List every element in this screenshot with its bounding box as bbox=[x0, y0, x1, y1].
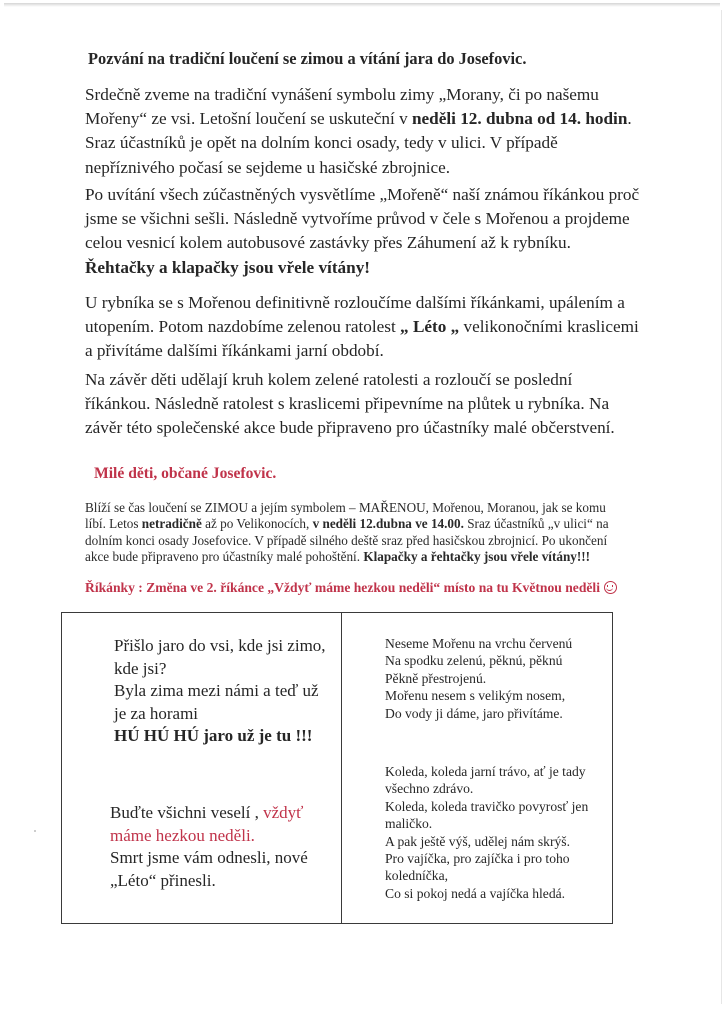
text-span: Mořeny“ ze vsi. Letošní loučení se uskuteční v bbox=[85, 109, 412, 129]
text-line bbox=[85, 516, 609, 532]
date-emphasis: neděli 12. dubna od 14. hodin bbox=[411, 109, 628, 129]
text-line: U rybníka se s Mořenou definitivně rozloučíme dalšími říkánkami, upálením a bbox=[85, 293, 625, 312]
text-line bbox=[85, 107, 632, 131]
poem-line: „Léto“ přinesli. bbox=[110, 870, 216, 890]
date-emphasis: v neděli 12.dubna ve 14.00. bbox=[312, 516, 464, 532]
text-line: jsme se všichni sešli. Následně vytvoříme průvod v čele s Mořenou a projdeme bbox=[85, 209, 630, 229]
text-line: Po uvítání všech zúčastněných vysvětlíme „Mořeně“ naší známou říkánkou proč bbox=[85, 185, 640, 204]
text-line: Na závěr děti udělají kruh kolem zelené ratolesti a rozloučí se poslední bbox=[85, 370, 573, 389]
text-span: utopením. Potom nazdobíme zelenou ratolest bbox=[85, 317, 401, 337]
poem-line: Smrt jsme vám odnesli, nové bbox=[110, 848, 308, 868]
poem-line: Přišlo jaro do vsi, kde jsi zimo, bbox=[114, 636, 326, 655]
paragraph-invitation bbox=[85, 83, 632, 180]
text-span: akce bude připraveno pro účastníky malé pohoštění. bbox=[85, 549, 364, 565]
document-title: Pozvání na tradiční loučení se zimou a vítání jara do Josefovic. bbox=[88, 49, 527, 68]
text-span: až po Velikonocích, bbox=[201, 516, 313, 532]
announcement-text bbox=[85, 500, 609, 566]
text-line: říkánkou. Následně ratolest s kraslicemi připevníme na plůtek u rybníka. Na bbox=[85, 394, 610, 414]
text-line: Srdečně zveme na tradiční vynášení symbolu zimy „Morany, či po našemu bbox=[85, 85, 599, 104]
poem-line: A pak ještě výš, udělej nám skrýš. bbox=[385, 833, 570, 849]
poem-line: je za horami bbox=[114, 703, 199, 723]
poem-line bbox=[110, 802, 308, 825]
rhyme-carrying-morena bbox=[385, 635, 572, 722]
scan-edge-top bbox=[4, 3, 720, 7]
text-span: . bbox=[627, 109, 632, 129]
scan-edge-right bbox=[721, 10, 722, 1004]
text-span: líbí. Letos bbox=[85, 516, 142, 532]
poem-line: všechno zdrávo. bbox=[385, 781, 474, 797]
poem-line: Pro vajíčka, pro zajíčka i pro toho bbox=[385, 851, 570, 867]
text-line bbox=[85, 315, 639, 339]
paragraph-conclusion bbox=[85, 368, 615, 441]
text-line: nepříznivého počasí se sejdeme u hasičské zbrojnice. bbox=[85, 157, 451, 177]
poem-line: Neseme Mořenu na vrchu červenú bbox=[385, 636, 573, 651]
text-line bbox=[85, 549, 609, 565]
smiley-icon bbox=[604, 581, 617, 594]
poem-line: maličko. bbox=[385, 816, 433, 832]
poem-line: Koleda, koleda jarní trávo, ať je tady bbox=[385, 764, 586, 779]
rhymes-table bbox=[61, 612, 613, 924]
text-span: Buďte všichni veselí , bbox=[110, 803, 264, 822]
poem-line: kde jsi? bbox=[114, 658, 167, 678]
text-line: Blíží se čas loučení se ZIMOU a jejím symbolem – MAŘENOU, Mořenou, Moranou, jak se komu bbox=[85, 500, 606, 515]
text-emphasis: netradičně bbox=[141, 516, 202, 532]
rattles-welcome: Klapačky a řehtačky jsou vřele vítány!!! bbox=[363, 549, 591, 565]
rhyme-koleda bbox=[385, 763, 588, 902]
poem-line: Byla zima mezi námi a teď už bbox=[114, 681, 319, 701]
text-line: celou vesnicí kolem autobusové zastávky přes Záhumení až k rybníku. bbox=[85, 233, 571, 253]
text-line: závěr této společenské akce bude připraveno pro účastníky malé občerstvení. bbox=[85, 418, 615, 438]
rattles-welcome: Řehtačky a klapačky jsou vřele vítány! bbox=[85, 257, 371, 277]
text-line: dolním konci osady Josefovice. V případě silného deště sraz před hasičskou zbrojnicí. Po ukončení bbox=[85, 532, 608, 548]
poem-line: Co si pokoj nedá a vajíčka hledá. bbox=[385, 885, 566, 901]
second-heading: Milé děti, občané Josefovic. bbox=[94, 465, 277, 482]
changed-text: vždyť bbox=[263, 803, 304, 822]
scan-speck bbox=[34, 830, 36, 832]
paragraph-procession bbox=[85, 183, 639, 280]
text-span: Sraz účastníků „v ulici“ na bbox=[463, 516, 609, 532]
rhyme-spring-came bbox=[114, 635, 326, 748]
poem-line: Na spodku zelenú, pěknú, pěknú bbox=[385, 653, 563, 669]
poem-line: Pěkně přestrojenú. bbox=[385, 670, 487, 686]
table-column-divider bbox=[341, 613, 342, 923]
rhymes-note bbox=[85, 580, 617, 596]
poem-line: HÚ HÚ HÚ jaro už je tu !!! bbox=[114, 726, 313, 746]
text-span: velikonočními kraslicemi bbox=[459, 317, 639, 337]
text-line: a přivítáme dalšími říkánkami jarní období. bbox=[85, 341, 384, 361]
leto-emphasis: „ Léto „ bbox=[400, 317, 460, 337]
poem-line: Do vody ji dáme, jaro přivítáme. bbox=[385, 705, 563, 721]
rhymes-note-text: Říkánky : Změna ve 2. říkánce „Vždyť máme hezkou neděli“ místo na tu Květnou neděli bbox=[85, 580, 600, 595]
paragraph-farewell bbox=[85, 291, 639, 364]
changed-text: máme hezkou neděli. bbox=[110, 825, 255, 845]
rhyme-be-merry bbox=[110, 802, 308, 892]
poem-line: Mořenu nesem s velikým nosem, bbox=[385, 688, 566, 704]
poem-line: koledníčka, bbox=[385, 868, 449, 884]
text-line: Sraz účastníků je opět na dolním konci osady, tedy v ulici. V případě bbox=[85, 133, 558, 153]
poem-line: Koleda, koleda travičko povyrosť jen bbox=[385, 798, 589, 814]
